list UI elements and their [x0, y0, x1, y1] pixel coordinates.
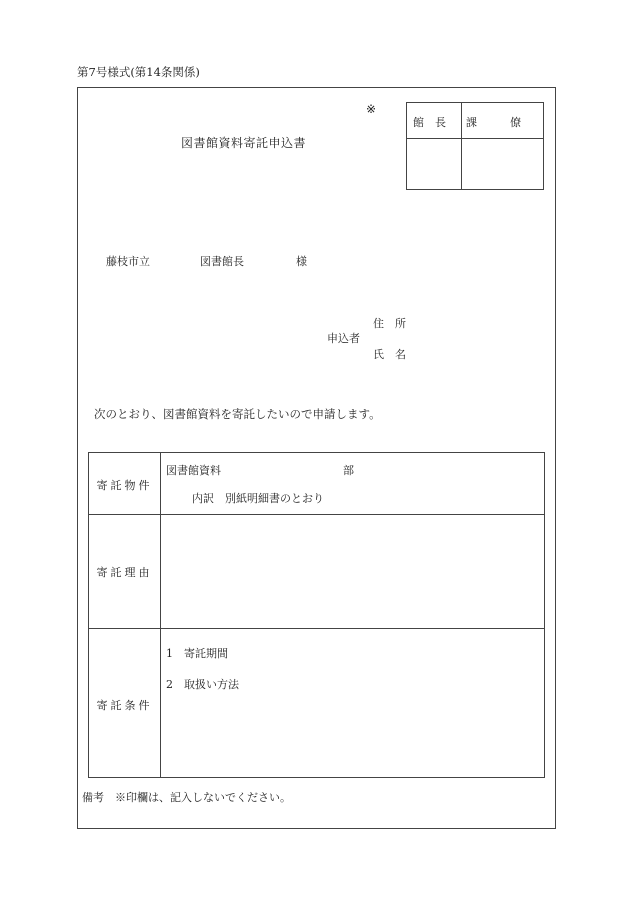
applicant-name-label: 氏 名 [373, 348, 406, 361]
stamp-divider-vertical [461, 103, 462, 189]
table-row-divider [89, 514, 544, 515]
form-number: 第7号様式(第14条関係) [77, 65, 200, 79]
row-label-deposit-conditions: 寄託条件 [96, 699, 153, 712]
deposit-items-unit: 部 [343, 464, 354, 477]
table-row-divider [89, 628, 544, 629]
applicant-address-label: 住 所 [373, 317, 406, 330]
stamp-label-section: 課 僚 [466, 116, 521, 129]
approval-stamp-box [406, 102, 544, 190]
deposit-items-line1: 図書館資料 [166, 464, 221, 477]
applicant-label: 申込者 [327, 332, 360, 345]
stamp-label-director: 館 長 [413, 116, 446, 129]
row-label-deposit-items: 寄託物件 [96, 479, 153, 492]
remarks-note: 備考 ※印欄は、記入しないでください。 [82, 791, 291, 804]
stamp-divider-horizontal [407, 138, 543, 139]
row-label-deposit-reason: 寄託理由 [96, 566, 153, 579]
addressee-honorific: 様 [296, 255, 307, 268]
addressee-city: 藤枝市立 [106, 255, 150, 268]
deposit-items-line2: 内訳 別紙明細書のとおり [192, 492, 324, 505]
official-use-mark: ※ [366, 102, 377, 116]
deposit-condition-handling: 2 取扱い方法 [166, 678, 239, 691]
table-column-divider [160, 453, 161, 777]
form-title: 図書館資料寄託申込書 [181, 136, 307, 150]
deposit-details-table [88, 452, 545, 778]
deposit-condition-period: 1 寄託期間 [166, 647, 228, 660]
addressee-office: 図書館長 [200, 255, 244, 268]
application-statement: 次のとおり、図書館資料を寄託したいので申請します。 [94, 407, 381, 421]
